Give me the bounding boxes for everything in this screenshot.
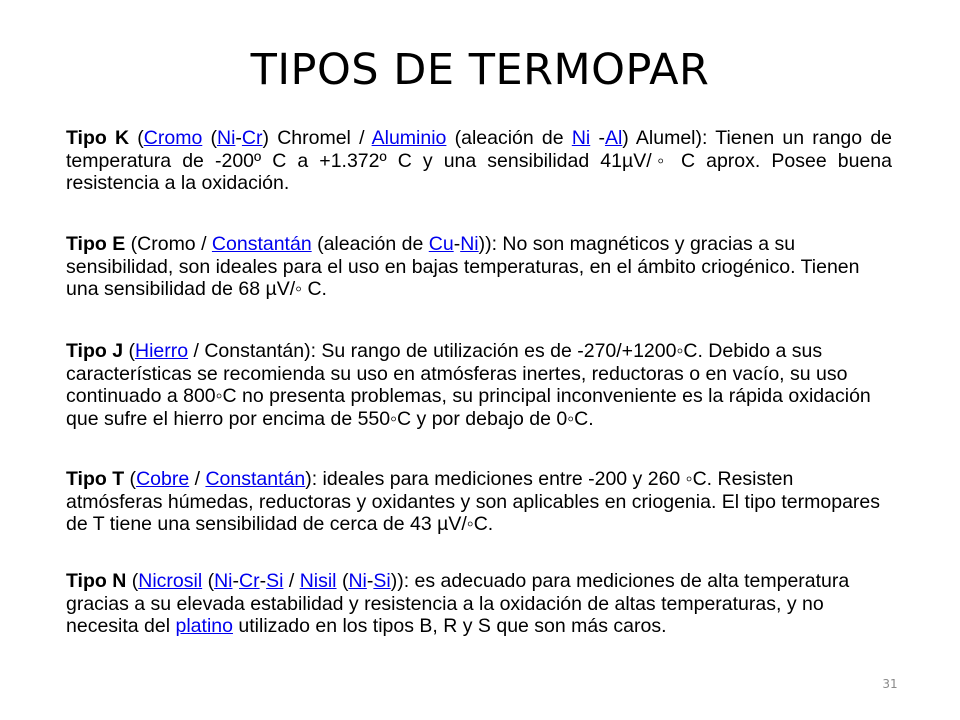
link-platino[interactable]: platino	[175, 615, 233, 637]
text: -	[232, 570, 239, 592]
paragraph-tipo-j	[66, 340, 892, 430]
text: /	[283, 570, 300, 592]
link-cr[interactable]: Cr	[241, 127, 263, 149]
text: (	[202, 570, 215, 592]
text: -	[453, 233, 461, 255]
paragraph-tipo-k	[66, 127, 892, 195]
text: (aleación de	[311, 233, 429, 255]
link-ni[interactable]: Ni	[214, 570, 233, 592]
paragraph-tipo-e	[66, 233, 892, 301]
text: / Constantán): Su rango de utilización es de -270/+1200◦C. Debido a sus características se recomienda su uso en atmósferas inertes, reductoras o en vacío, su uso continuado a 800◦C no presenta problemas, su principal inconveniente es la rápida oxidación que sufre el hierro por encima de 550◦C y por debajo de 0◦C.	[66, 340, 871, 430]
page-number: 31	[882, 677, 898, 691]
link-cu[interactable]: Cu	[428, 233, 454, 255]
link-nicrosil[interactable]: Nicrosil	[138, 570, 203, 592]
link-hierro[interactable]: Hierro	[134, 340, 189, 362]
text: ) Alumel): Tienen un rango de temperatura de -200º C a +1.372º C y una sensibilidad 41µV/◦ C aprox. Posee buena resistencia a la oxidación.	[66, 127, 893, 194]
link-cobre[interactable]: Cobre	[136, 468, 190, 490]
link-ni[interactable]: Ni	[217, 127, 236, 149]
text: -	[590, 127, 605, 149]
link-cr[interactable]: Cr	[239, 570, 260, 592]
link-constantan[interactable]: Constantán	[205, 468, 306, 490]
text: ) Chromel /	[262, 127, 372, 149]
text: )): No son magnéticos y gracias a su sensibilidad, son ideales para el uso en bajas temperaturas, en el ámbito criogénico. Tienen una sensibilidad de 68 µV/◦ C.	[66, 233, 860, 300]
text: (	[202, 127, 217, 149]
text: )): es adecuado para mediciones de alta temperatura gracias a su elevada estabilidad y resistencia a la oxidación de altas temperaturas, y no necesita del	[66, 570, 850, 637]
link-ni[interactable]: Ni	[460, 233, 479, 255]
slide-title: TIPOS DE TERMOPAR	[250, 45, 710, 95]
text: (	[124, 468, 137, 490]
link-aluminio[interactable]: Aluminio	[371, 127, 447, 149]
text: (	[336, 570, 349, 592]
link-constantan[interactable]: Constantán	[211, 233, 312, 255]
link-si[interactable]: Si	[373, 570, 391, 592]
link-ni[interactable]: Ni	[348, 570, 367, 592]
text: (Cromo /	[125, 233, 212, 255]
text: /	[189, 468, 206, 490]
paragraph-tipo-t	[66, 468, 892, 536]
text: (	[129, 127, 144, 149]
type-label-k: Tipo K	[66, 127, 130, 149]
text: (	[123, 340, 135, 362]
link-nisil[interactable]: Nisil	[299, 570, 337, 592]
type-label-n: Tipo N	[66, 570, 127, 592]
type-label-j: Tipo J	[66, 340, 124, 362]
text: -	[235, 127, 242, 149]
link-cromo[interactable]: Cromo	[143, 127, 203, 149]
text: -	[259, 570, 267, 592]
type-label-t: Tipo T	[66, 468, 125, 490]
text: (aleación de	[446, 127, 572, 149]
text: (	[126, 570, 139, 592]
link-ni[interactable]: Ni	[571, 127, 591, 149]
text: utilizado en los tipos B, R y S que son más caros.	[232, 615, 667, 637]
paragraph-tipo-n	[66, 570, 892, 638]
text: -	[366, 570, 374, 592]
link-si[interactable]: Si	[266, 570, 284, 592]
type-label-e: Tipo E	[66, 233, 126, 255]
link-al[interactable]: Al	[604, 127, 623, 149]
text: ): ideales para mediciones entre -200 y 260 ◦C. Resisten atmósferas húmedas, reductoras y oxidantes y son aplicables en criogenia. El tipo termopares de T tiene una sensibilidad de cerca de 43 µV/◦C.	[66, 468, 881, 535]
